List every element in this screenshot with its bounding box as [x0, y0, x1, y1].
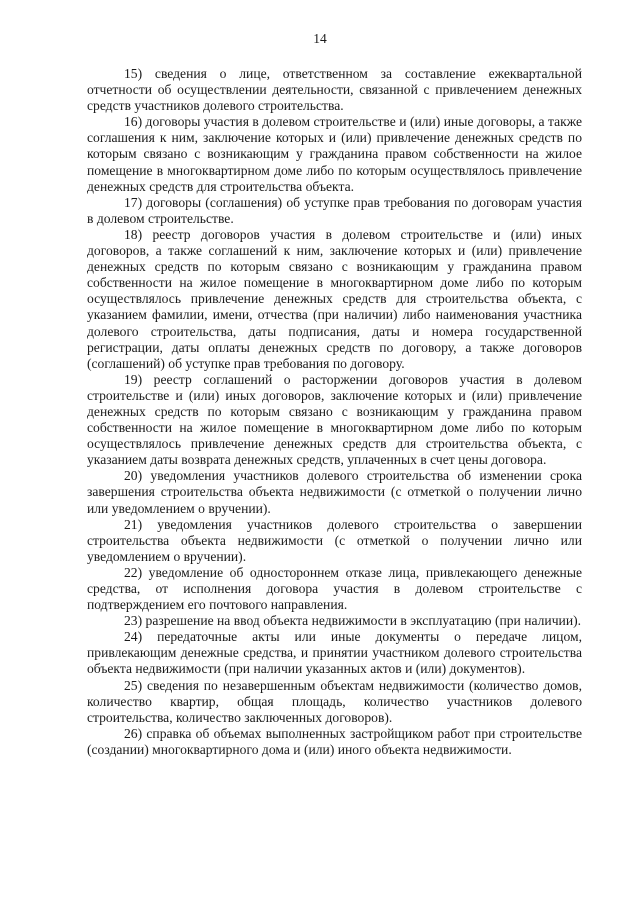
paragraph-item-15: 15) сведения о лице, ответственном за составление ежеквартальной отчетности об осуществлении деятельности, связанной с привлечением денежных средств участников долевого строительства. — [87, 66, 582, 114]
document-body — [87, 66, 582, 758]
paragraph-item-17: 17) договоры (соглашения) об уступке прав требования по договорам участия в долевом строительстве. — [87, 194, 582, 226]
paragraph-item-26: 26) справка об объемах выполненных застройщиком работ при строительстве (создании) многоквартирного дома и (или) иного объекта недвижимости. — [87, 725, 582, 757]
paragraph-item-24: 24) передаточные акты или иные документы о передаче лицом, привлекающим денежные средства, и принятии участником долевого строительства объекта недвижимости (при наличии указанных актов и (или) документов). — [87, 629, 582, 677]
paragraph-item-18: 18) реестр договоров участия в долевом строительстве и (или) иных договоров, а также соглашений к ним, заключение которых и (или) привлечение денежных средств по которым связано с возникающим у гражданина правом собственности на жилое помещение в многоквартирном доме либо по которым осуществлялось привлечение денежных средств для строительства объекта, с указанием фамилии, имени, отчества (при наличии) либо наименования участника долевого строительства, даты подписания, даты и номера государственной регистрации, даты оплаты денежных средств по договору, а также договоров (соглашений) об уступке прав требования по договору. — [87, 226, 582, 371]
paragraph-item-21: 21) уведомления участников долевого строительства о завершении строительства объекта недвижимости (с отметкой о получении лично или уведомлением о вручении). — [87, 516, 582, 564]
paragraph-item-16: 16) договоры участия в долевом строительстве и (или) иные договоры, а также соглашения к ним, заключение которых и (или) привлечение денежных средств по которым связано с возникающим у гражданина правом собственности на жилое помещение в многоквартирном доме либо по которым осуществлялось привлечение денежных средств для строительства объекта. — [87, 114, 582, 194]
paragraph-item-20: 20) уведомления участников долевого строительства об изменении срока завершения строительства объекта недвижимости (с отметкой о получении лично или уведомлением о вручении). — [87, 468, 582, 516]
paragraph-item-22: 22) уведомление об одностороннем отказе лица, привлекающего денежные средства, от исполнения договора участия в долевом строительстве с подтверждением его почтового направления. — [87, 564, 582, 613]
paragraph-item-25: 25) сведения по незавершенным объектам недвижимости (количество домов, количество квартир, общая площадь, количество участников долевого строительства, количество заключенных договоров). — [87, 677, 582, 725]
paragraph-item-23: 23) разрешение на ввод объекта недвижимости в эксплуатацию (при наличии). — [124, 613, 582, 629]
page-number: 14 — [313, 31, 327, 46]
paragraph-item-19: 19) реестр соглашений о расторжении договоров участия в долевом строительстве и (или) иных договоров, заключение которых и (или) привлечение денежных средств по которым связано с возникающим у гражданина правом собственности на жилое помещение в многоквартирном доме либо по которым осуществлялось привлечение денежных средств для строительства объекта, с указанием даты возврата денежных средств, уплаченных в счет цены договора. — [87, 371, 582, 468]
